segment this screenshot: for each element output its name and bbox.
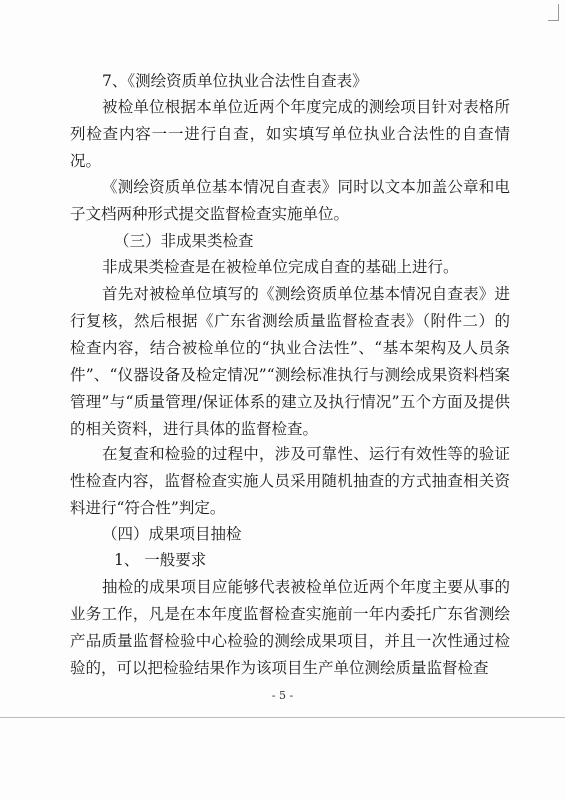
paragraph-review-process: 首先对被检单位填写的《测绘资质单位基本情况自查表》进行复核，然后根据《广东省测绘质量监督检查表》（附件二）的检查内容，结合被检单位的“执业合法性”、“基本架构及人员条件”、“仪器设备及检定情况”“测绘标准执行与测绘成果资料档案管理”与“质量管理/保证体系的建立及执行情况”五个方面及提供的相关资料，进行具体的监督检查。 [70, 285, 510, 438]
section-4-heading: （四）成果项目抽检 [102, 525, 242, 543]
paragraph-sampling-requirements: 抽检的成果项目应能够代表被检单位近两个年度主要从事的业务工作，凡是在本年度监督检查实施前一年内委托广东省测绘产品质量监督检验中心检验的测绘成果项目，并且一次性通过检验的，可以把检验结果作为该项目生产单位测绘质量监督检查 [70, 578, 510, 677]
section-3-heading: （三）非成果类检查 [114, 232, 254, 250]
paragraph-self-check: 被检单位根据本单位近两个年度完成的测绘项目针对表格所列检查内容一一进行自查，如实填写单位执业合法性的自查情况。 [70, 98, 510, 170]
bottom-edge-line [0, 717, 565, 718]
paragraph-verification: 在复查和检验的过程中，涉及可靠性、运行有效性等的验证性检查内容，监督检查实施人员采用随机抽查的方式抽查相关资料进行“符合性”判定。 [70, 445, 510, 517]
paragraph-non-result-intro: 非成果类检查是在被检单位完成自查的基础上进行。 [102, 258, 459, 276]
page-corner-mark [548, 4, 559, 21]
item-7-heading: 7、《测绘资质单位执业合法性自查表》 [102, 72, 368, 90]
paragraph-submission: 《测绘资质单位基本情况自查表》同时以文本加盖公章和电子文档两种形式提交监督检查实施单位。 [70, 178, 510, 223]
page-number: - 5 - [271, 689, 294, 702]
subsection-1-heading: 1、 一般要求 [114, 551, 207, 569]
